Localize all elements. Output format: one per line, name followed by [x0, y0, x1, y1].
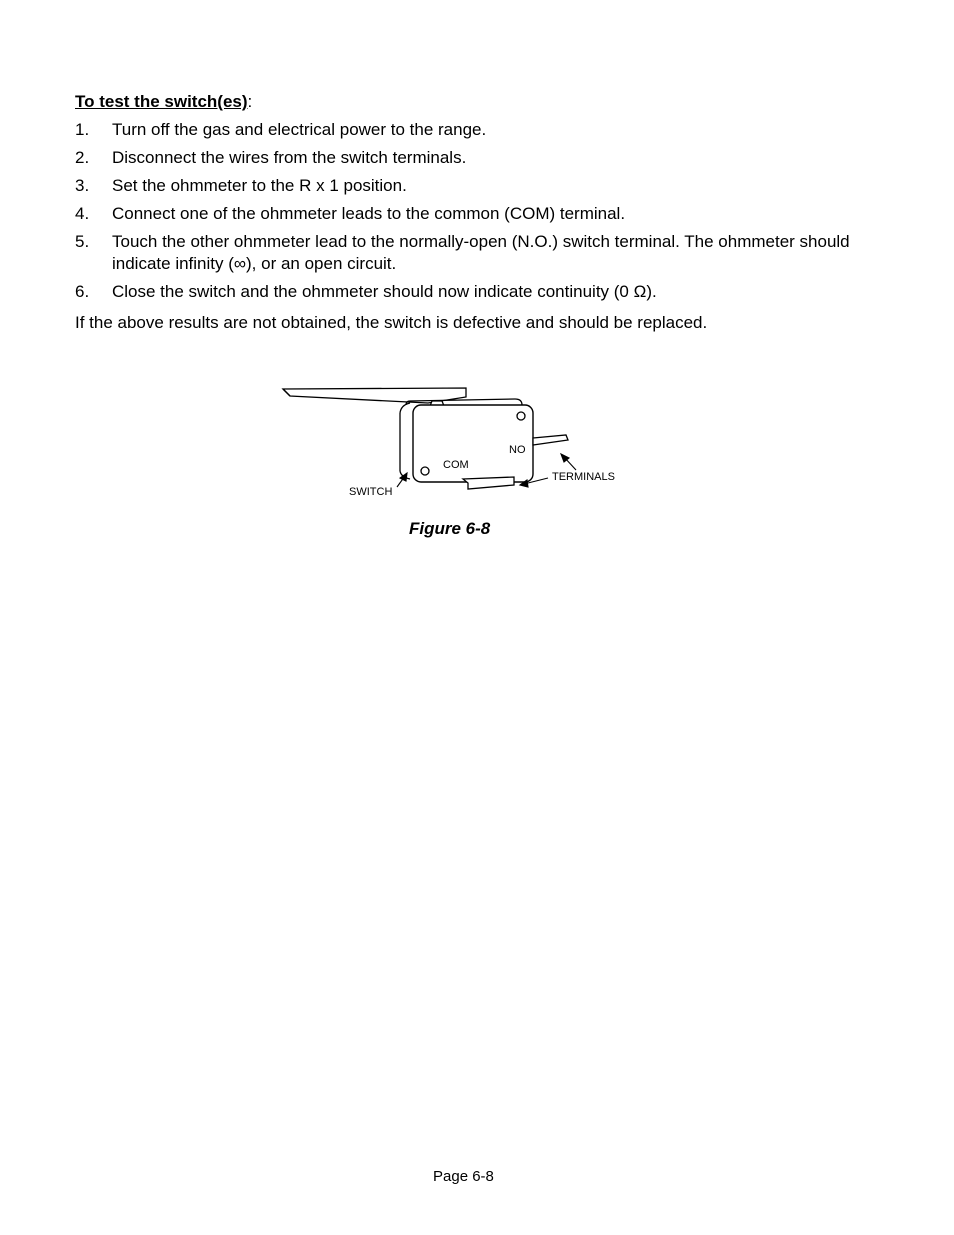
step-item	[75, 203, 875, 225]
step-item	[75, 281, 875, 303]
step-text: Turn off the gas and electrical power to the range.	[112, 120, 487, 139]
com-label: COM	[443, 459, 469, 471]
switch-figure	[270, 375, 650, 510]
micro-switch-drawing	[270, 375, 650, 510]
step-item	[75, 147, 875, 169]
no-label: NO	[509, 444, 526, 456]
heading-text: To test the switch(es)	[75, 92, 248, 111]
step-item	[75, 175, 875, 197]
step-text: Disconnect the wires from the switch terminals.	[112, 148, 467, 167]
step-text: Close the switch and the ohmmeter should now indicate continuity (0 Ω).	[112, 282, 657, 301]
section-heading	[75, 91, 252, 113]
step-text: Set the ohmmeter to the R x 1 position.	[112, 176, 407, 195]
step-number: 4.	[75, 204, 90, 223]
step-item	[75, 231, 875, 275]
replacement-note: If the above results are not obtained, the switch is defective and should be replaced.	[75, 313, 708, 332]
step-number: 5.	[75, 232, 90, 251]
arrow-icon	[561, 454, 576, 470]
step-number: 3.	[75, 176, 90, 195]
step-text: Touch the other ohmmeter lead to the normally-open (N.O.) switch terminal. The ohmmeter should indicate infinity (∞), or an open circuit.	[112, 232, 850, 273]
test-steps-list	[75, 119, 875, 309]
step-text: Connect one of the ohmmeter leads to the common (COM) terminal.	[112, 204, 626, 223]
step-number: 2.	[75, 148, 90, 167]
step-number: 1.	[75, 120, 90, 139]
page-number: Page 6-8	[433, 1168, 494, 1185]
terminals-label: TERMINALS	[552, 471, 615, 483]
no-terminal	[533, 435, 568, 445]
step-number: 6.	[75, 282, 90, 301]
switch-label: SWITCH	[349, 486, 393, 498]
step-item	[75, 119, 875, 141]
com-terminal	[463, 477, 514, 489]
heading-colon: :	[247, 92, 253, 111]
figure-caption: Figure 6-8	[409, 519, 491, 538]
